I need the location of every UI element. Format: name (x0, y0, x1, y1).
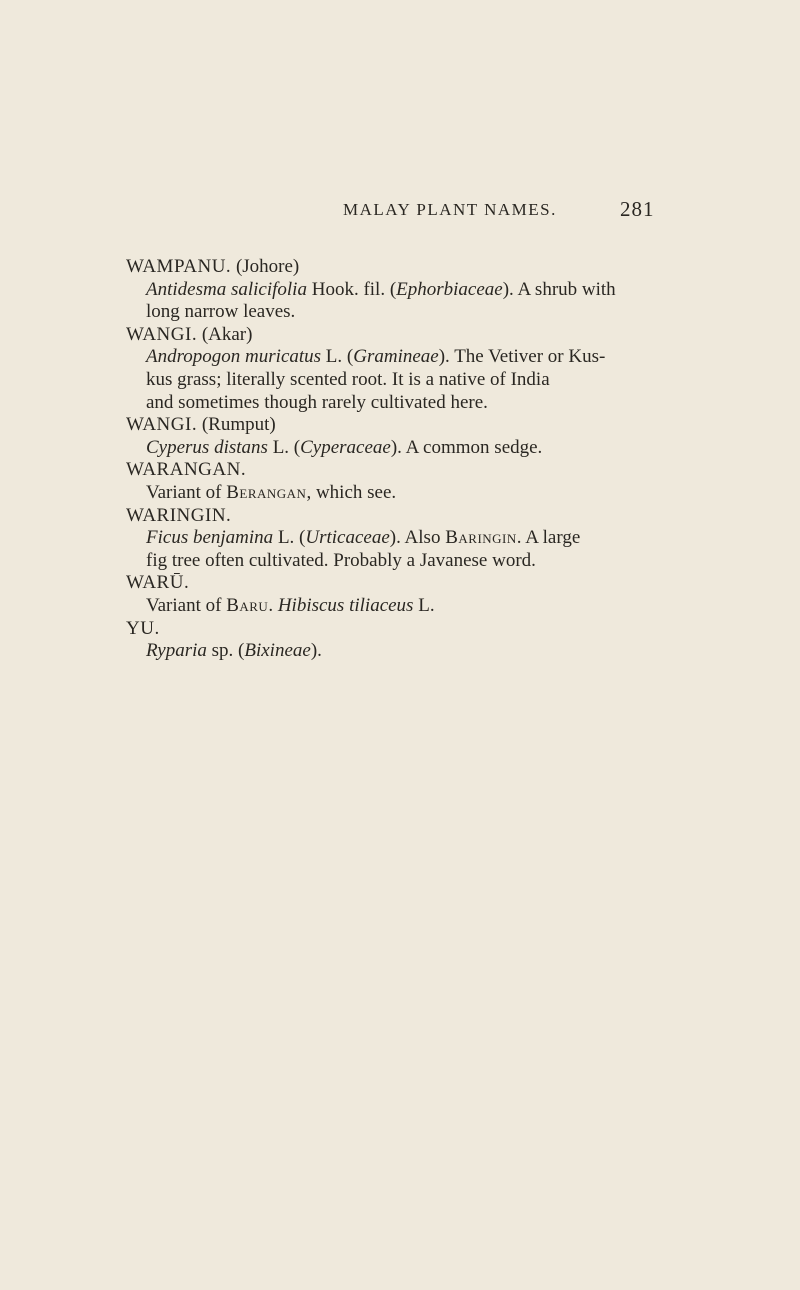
headword: WARŪ. (126, 572, 190, 594)
running-title: MALAY PLANT NAMES. (343, 200, 557, 219)
family-name: Cyperaceae (300, 436, 391, 458)
page-number: 281 (620, 197, 655, 221)
headword: WAMPANU. (126, 256, 232, 277)
cross-reference: Baru (226, 594, 269, 616)
headword: WANGI. (126, 323, 198, 345)
entry-yu (126, 618, 716, 663)
family-name: Gramineae (353, 346, 439, 368)
entry-description: Variant of Baru. Hibiscus tiliaceus L. (146, 594, 435, 616)
headword: YU. (126, 617, 160, 639)
entry-description: Andropogon muricatus L. (Gramineae). The Vetiver or Kus- kus grass; literally scented root. It is a native of India and sometimes though rarely cultivated here. (146, 346, 606, 413)
entry-description: Antidesma salicifolia Hook. fil. (Ephorbiaceae). A shrub with long narrow leaves. (146, 278, 616, 323)
species-name: Antidesma salicifolia (146, 278, 307, 300)
running-header (0, 197, 800, 230)
headword: WANGI. (126, 414, 198, 436)
entry-waru (126, 572, 716, 617)
entry-waringin (126, 505, 716, 573)
family-name: Urticaceae (305, 527, 390, 549)
species-name: Ryparia (146, 640, 207, 662)
entry-wangi-akar (126, 324, 716, 414)
family-name: Bixineae (244, 640, 311, 662)
species-name: Ficus benjamina (146, 527, 274, 549)
entry-description: Ryparia sp. (Bixineae). (146, 640, 322, 662)
region-note: (Rumput) (201, 414, 276, 436)
headword: WARANGAN. (126, 459, 247, 481)
species-name: Hibiscus tiliaceus (277, 594, 414, 616)
family-name: Ephorbiaceae (396, 278, 503, 300)
entry-description: Variant of Berangan, which see. (146, 481, 397, 503)
region-note: (Akar) (201, 323, 253, 345)
entry-description: Ficus benjamina L. (Urticaceae). Also Baringin. A large fig tree often cultivated. Probably a Javanese word. (146, 527, 581, 571)
entry-list (126, 256, 716, 663)
species-name: Cyperus distans (146, 436, 268, 458)
species-name: Andropogon muricatus (146, 346, 322, 368)
headword: WARINGIN. (126, 504, 232, 526)
entry-wampanu (126, 256, 716, 324)
entry-description: Cyperus distans L. (Cyperaceae). A common sedge. (146, 436, 543, 458)
entry-wangi-rumput (126, 414, 716, 459)
cross-reference: Berangan (226, 481, 307, 503)
entry-warangan (126, 459, 716, 504)
region-note: (Johore) (235, 256, 300, 277)
cross-reference: Baringin (445, 527, 517, 549)
